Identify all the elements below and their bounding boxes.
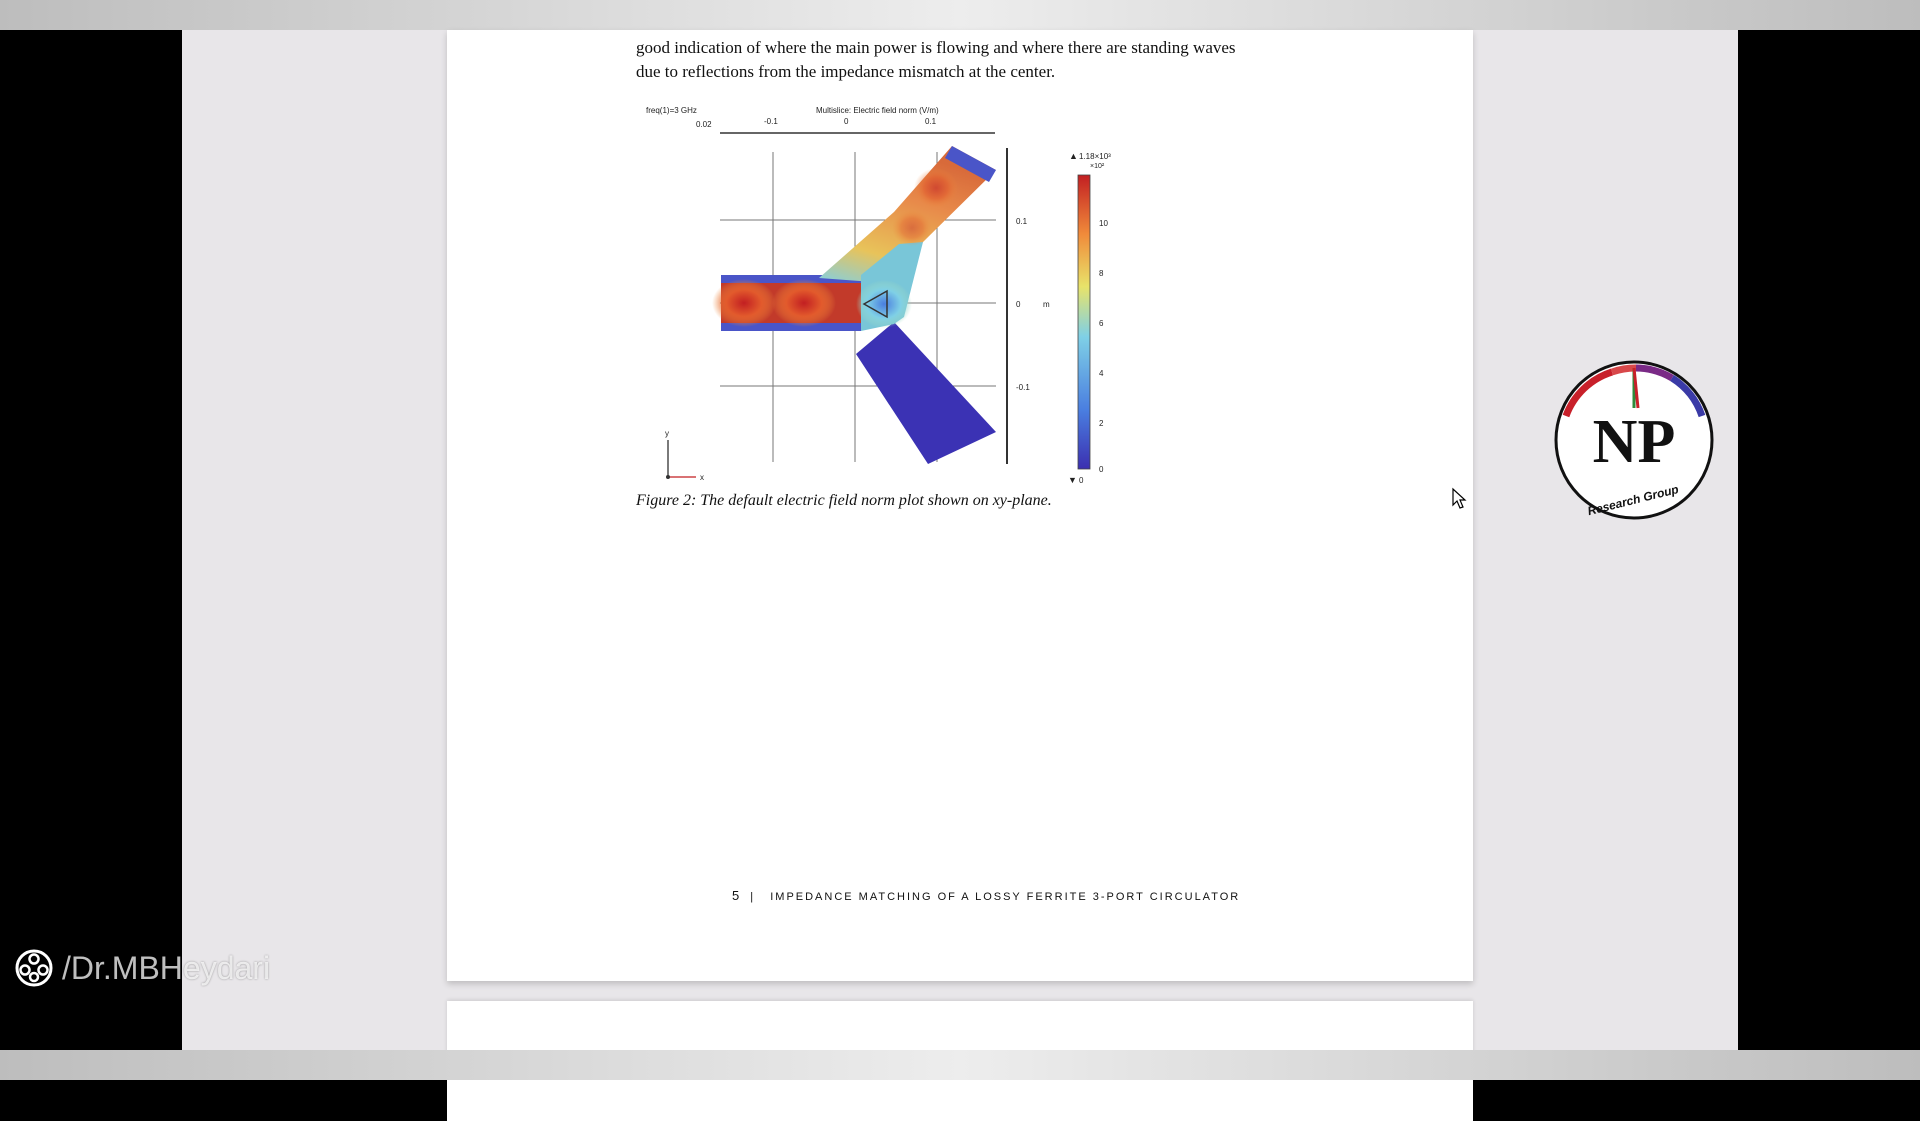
figure-caption: Figure 2: The default electric field norm plot shown on xy-plane.: [636, 492, 1052, 509]
axis-y-label: y: [665, 429, 669, 438]
waveguide-bottom-arm: [856, 322, 996, 464]
top-tick: -0.1: [764, 117, 778, 126]
bottom-window-bar: [0, 1050, 1920, 1080]
right-tick: 0: [1016, 300, 1021, 309]
freq-label: freq(1)=3 GHz: [646, 106, 697, 115]
body-line-2: due to reflections from the impedance mismatch at the center.: [636, 62, 1056, 81]
page-footer: [732, 888, 1332, 908]
top-window-bar: [0, 0, 1920, 30]
plot-title: Multislice: Electric field norm (V/m): [816, 106, 939, 115]
np-research-group-logo: [1552, 358, 1716, 522]
channel-watermark: [14, 948, 270, 988]
colorbar-tick: 8: [1099, 269, 1104, 278]
colorbar: [1078, 175, 1090, 469]
colorbar-tick: 4: [1099, 369, 1104, 378]
logo-text: Research Group: [1586, 482, 1681, 519]
colorbar-tick: 10: [1099, 219, 1108, 228]
field-maximum: [772, 279, 836, 327]
colorbar-multiplier: ×10²: [1090, 163, 1105, 170]
logo-letters: NP: [1592, 408, 1676, 476]
colorbar-max-label: 1.18×10³: [1079, 152, 1111, 161]
right-tick: 0.1: [1016, 217, 1028, 226]
right-tick: -0.1: [1016, 383, 1030, 392]
colorbar-min-label: 0: [1079, 476, 1084, 485]
electric-field-figure: [636, 92, 1156, 485]
document-viewer[interactable]: [182, 30, 1738, 1050]
field-plot: [636, 92, 1156, 485]
document-page: [447, 30, 1473, 981]
top-tick: 0.1: [925, 117, 937, 126]
page-number: 5: [732, 888, 740, 903]
footer-separator: |: [750, 891, 756, 903]
colorbar-tick: 0: [1099, 465, 1104, 474]
body-paragraph: [636, 36, 1336, 84]
colorbar-min-arrow-icon: ▼: [1068, 475, 1077, 485]
z-value-label: 0.02: [696, 120, 712, 129]
top-tick: 0: [844, 117, 849, 126]
colorbar-max-arrow-icon: ▲: [1069, 151, 1078, 161]
axis-x-label: x: [700, 473, 704, 482]
running-title: IMPEDANCE MATCHING OF A LOSSY FERRITE 3-PORT CIRCULATOR: [770, 891, 1241, 903]
mouse-pointer-icon: [1452, 488, 1468, 515]
body-line-1: good indication of where the main power is flowing and where there are standing waves: [636, 38, 1236, 57]
colorbar-tick: 2: [1099, 419, 1104, 428]
camera-reel-icon: [14, 948, 54, 988]
watermark-text: /Dr.MBHeydari: [62, 949, 271, 986]
field-maximum: [712, 279, 776, 327]
right-axis-unit: m: [1043, 300, 1050, 309]
colorbar-tick: 6: [1099, 319, 1104, 328]
